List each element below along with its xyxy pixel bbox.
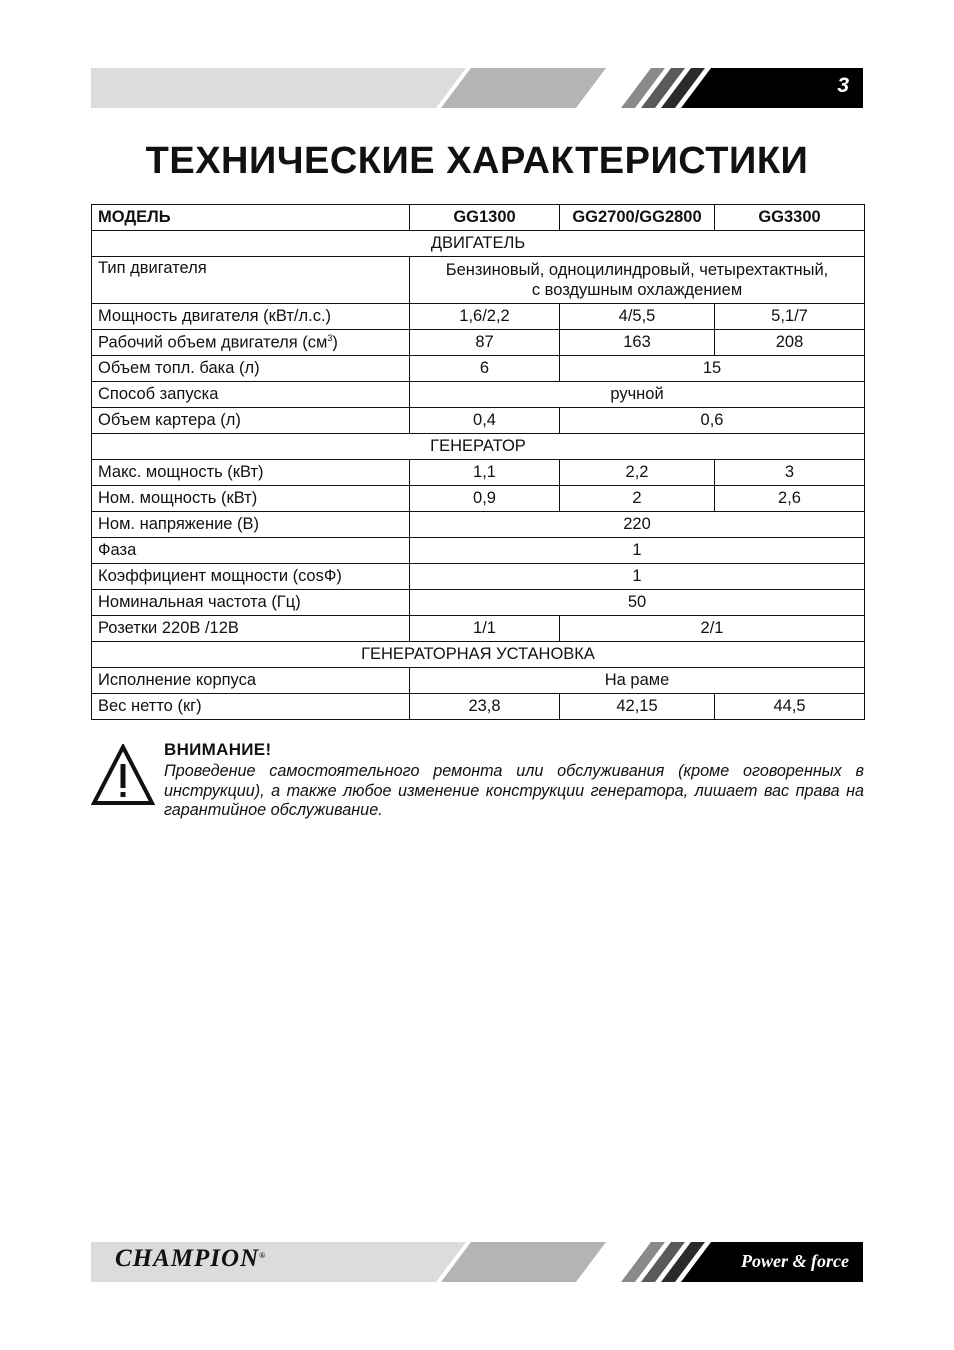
cell-value: 44,5: [715, 694, 865, 720]
row-label: [92, 330, 410, 356]
header-stripes: [91, 68, 863, 108]
row-label: Ном. мощность (кВт): [92, 486, 410, 512]
column-header-gg1300: GG1300: [410, 205, 560, 231]
table-row: [92, 460, 865, 486]
cell-value: 5,1/7: [715, 304, 865, 330]
registered-mark: ®: [259, 1251, 267, 1260]
table-row: [92, 304, 865, 330]
cell-value: 4/5,5: [560, 304, 715, 330]
brand-logo: [115, 1245, 266, 1273]
table-row: [92, 356, 865, 382]
superscript: 3: [327, 332, 333, 343]
table-row: [92, 590, 865, 616]
table-row: [92, 616, 865, 642]
row-label: Номинальная частота (Гц): [92, 590, 410, 616]
cell-value: 42,15: [560, 694, 715, 720]
cell-value: 0,9: [410, 486, 560, 512]
cell-value: 15: [560, 356, 865, 382]
row-label: Способ запуска: [92, 382, 410, 408]
cell-value: 2,2: [560, 460, 715, 486]
row-label: Вес нетто (кг): [92, 694, 410, 720]
engine-type-line1: Бензиновый, одноцилиндровый, четырехтактный,: [445, 261, 829, 279]
cell-value: 1,1: [410, 460, 560, 486]
row-label: Исполнение корпуса: [92, 668, 410, 694]
row-label: Ном. напряжение (В): [92, 512, 410, 538]
cell-value: 23,8: [410, 694, 560, 720]
row-label: Объем картера (л): [92, 408, 410, 434]
cell-value: 1/1: [410, 616, 560, 642]
cell-value: 0,4: [410, 408, 560, 434]
table-row: [92, 564, 865, 590]
column-header-gg2700: GG2700/GG2800: [560, 205, 715, 231]
row-label: Фаза: [92, 538, 410, 564]
brand-name: CHAMPION: [115, 1245, 260, 1272]
section-row: [92, 434, 865, 460]
section-generator: ГЕНЕРАТОР: [92, 434, 865, 460]
section-row: [92, 231, 865, 257]
warning-icon: [91, 744, 155, 811]
cell-value: 2/1: [560, 616, 865, 642]
displacement-label: Рабочий объем двигателя (см: [98, 333, 328, 352]
cell-value: 163: [560, 330, 715, 356]
table-row: [92, 512, 865, 538]
cell-value: 220: [410, 512, 865, 538]
header-band: [91, 68, 863, 108]
page-title: ТЕХНИЧЕСКИЕ ХАРАКТЕРИСТИКИ: [145, 140, 809, 182]
row-label: Тип двигателя: [92, 257, 410, 304]
displacement-label-end: ): [332, 333, 338, 352]
warning-title: ВНИМАНИЕ!: [164, 740, 272, 759]
table-row: [92, 330, 865, 356]
footer-band: [91, 1242, 863, 1282]
cell-value: 1: [410, 564, 865, 590]
section-unit: ГЕНЕРАТОРНАЯ УСТАНОВКА: [92, 642, 865, 668]
section-row: [92, 642, 865, 668]
cell-value: 50: [410, 590, 865, 616]
table-row: [92, 538, 865, 564]
cell-value: На раме: [410, 668, 865, 694]
row-label: Объем топл. бака (л): [92, 356, 410, 382]
engine-type-value: [410, 257, 865, 304]
row-label: Розетки 220В /12В: [92, 616, 410, 642]
column-header-gg3300: GG3300: [715, 205, 865, 231]
cell-value: 2,6: [715, 486, 865, 512]
cell-value: 2: [560, 486, 715, 512]
cell-value: ручной: [410, 382, 865, 408]
cell-value: 208: [715, 330, 865, 356]
table-header-row: [92, 205, 865, 231]
row-label: Мощность двигателя (кВт/л.с.): [92, 304, 410, 330]
warning-text: Проведение самостоятельного ремонта или обслуживания (кроме оговоренных в инструкции), а также любое изменение конструкции генератора, лишает вас права на гарантийное обслуживание.: [164, 762, 864, 819]
table-row: [92, 668, 865, 694]
cell-value: 3: [715, 460, 865, 486]
cell-value: 1: [410, 538, 865, 564]
cell-value: 6: [410, 356, 560, 382]
cell-value: 0,6: [560, 408, 865, 434]
table-row: [92, 408, 865, 434]
section-engine: ДВИГАТЕЛЬ: [92, 231, 865, 257]
table-row: [92, 382, 865, 408]
row-label: Коэффициент мощности (cosФ): [92, 564, 410, 590]
engine-type-line2: с воздушным охлаждением: [531, 281, 743, 299]
spec-table: [91, 204, 865, 720]
cell-value: 87: [410, 330, 560, 356]
cell-value: 1,6/2,2: [410, 304, 560, 330]
table-row: [92, 694, 865, 720]
column-header-model: МОДЕЛЬ: [92, 205, 410, 231]
slogan: Power & force: [741, 1251, 849, 1271]
page-number: 3: [837, 74, 849, 97]
row-label: Макс. мощность (кВт): [92, 460, 410, 486]
table-row: [92, 486, 865, 512]
table-row: [92, 257, 865, 304]
